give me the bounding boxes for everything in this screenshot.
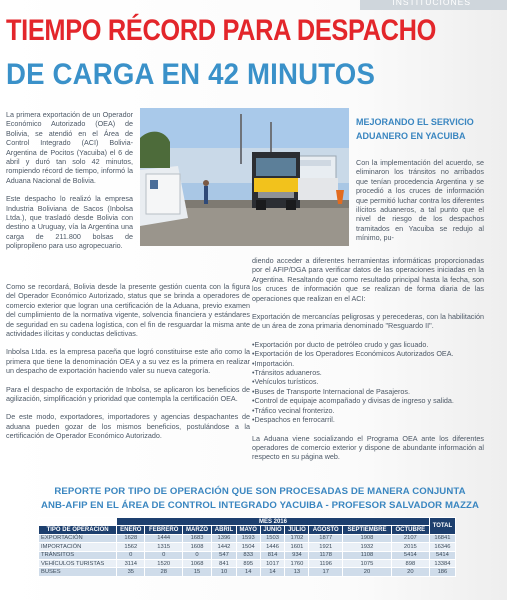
row-label: VEHÍCULOS TURISTAS bbox=[39, 559, 117, 567]
table-type-header: TIPO DE OPERACIÓN bbox=[39, 526, 117, 534]
list-item: • Exportación por ducto de petróleo crudo y gas licuado. bbox=[252, 340, 484, 349]
intro-paragraph-1: La primera exportación de un Operador Económico Autorizado (OEA) de Bolivia, se atendió en el Área de Control Integrado (ACI) Bolivia-Argentina de Pocitos (Yacuiba) el 6 de abril y duró tan solo 42 minutos, rompiendo récord de tiempo, informó la Aduana Nacional de Bolivia. bbox=[6, 110, 133, 185]
headline-line-2: DE CARGA EN 42 MINUTOS bbox=[6, 58, 376, 91]
row-label: IMPORTACIÓN bbox=[39, 543, 117, 551]
sidebar-column-top bbox=[356, 158, 484, 252]
table-month-header: SEPTIEMBRE bbox=[343, 526, 392, 534]
table-cell: 1503 bbox=[260, 534, 285, 542]
table-cell: 1702 bbox=[285, 534, 309, 542]
table-cell: 547 bbox=[212, 551, 237, 559]
sidebar-column-bottom bbox=[252, 256, 484, 471]
table-month-header: JULIO bbox=[285, 526, 309, 534]
table-cell: 934 bbox=[285, 551, 309, 559]
table-cell: 1196 bbox=[309, 559, 343, 567]
row-label: TRÁNSITOS bbox=[39, 551, 117, 559]
sidebar-paragraph-1: Con la implementación del acuerdo, se eliminaron los tránsitos no arribados que tenían procedencia Argentina y se procedió a los cruces de información que permitió luchar contra los diferentes ilícitos aduaneros, a tal punto que el nivel de riesgo de los despachos tramitados en Yacuiba se redujo al mínimo, pu- bbox=[356, 158, 484, 243]
truck-photo-illustration bbox=[140, 108, 349, 246]
table-cell: 1921 bbox=[309, 543, 343, 551]
sidebar-title: MEJORANDO EL SERVICIO ADUANERO EN YACUIBA bbox=[356, 117, 474, 141]
row-total: 13384 bbox=[429, 559, 455, 567]
row-total: 186 bbox=[429, 568, 455, 576]
table-cell: 1315 bbox=[145, 543, 183, 551]
table-month-header: OCTUBRE bbox=[391, 526, 429, 534]
table-cell: 1446 bbox=[260, 543, 285, 551]
table-cell: 20 bbox=[391, 568, 429, 576]
table-row bbox=[39, 559, 456, 567]
table-cell: 5414 bbox=[391, 551, 429, 559]
table-cell: 35 bbox=[117, 568, 145, 576]
table-cell: 814 bbox=[260, 551, 285, 559]
section-label: INSTITUCIONES bbox=[392, 0, 471, 7]
operations-list bbox=[252, 340, 484, 425]
table-cell: 14 bbox=[260, 568, 285, 576]
table-month-header: AGOSTO bbox=[309, 526, 343, 534]
table-cell: 1628 bbox=[117, 534, 145, 542]
table-row bbox=[39, 543, 456, 551]
list-item: • Buses de Transporte Internacional de Pasajeros. bbox=[252, 387, 484, 396]
row-label: EXPORTACIÓN bbox=[39, 534, 117, 542]
table-title-line-1: REPORTE POR TIPO DE OPERACIÓN QUE SON PROCESADAS DE MANERA CONJUNTA bbox=[54, 486, 466, 497]
table-cell: 17 bbox=[309, 568, 343, 576]
table-cell: 0 bbox=[183, 551, 212, 559]
table-cell: 898 bbox=[391, 559, 429, 567]
table-cell: 20 bbox=[343, 568, 392, 576]
truck-photo bbox=[140, 108, 349, 246]
table-month-header: MARZO bbox=[183, 526, 212, 534]
table-cell: 3114 bbox=[117, 559, 145, 567]
table-cell: 1068 bbox=[183, 559, 212, 567]
table-cell: 2015 bbox=[391, 543, 429, 551]
sidebar-paragraph-4: La Aduana viene socializando el Programa OEA ante los diferentes operadores de comercio exterior y dispone de abundante información al respecto en su página web. bbox=[252, 433, 484, 462]
table-cell: 1444 bbox=[145, 534, 183, 542]
body-paragraph-2: Inbolsa Ltda. es la empresa paceña que logró constituirse este año como la primera que tiene la denominación OEA y a su vez es la primera en realizar un despacho de exportación haciendo valer su nueva categoría. bbox=[6, 347, 250, 376]
list-item: • Tránsitos aduaneros. bbox=[252, 368, 484, 377]
table-month-header: FEBRERO bbox=[145, 526, 183, 534]
list-item: • Vehículos turísticos. bbox=[252, 377, 484, 386]
table-cell: 10 bbox=[212, 568, 237, 576]
row-total: 16346 bbox=[429, 543, 455, 551]
table-cell: 13 bbox=[285, 568, 309, 576]
list-item: • Importación. bbox=[252, 359, 484, 368]
table-cell: 15 bbox=[183, 568, 212, 576]
table-corner-cell bbox=[39, 518, 117, 526]
table-cell: 0 bbox=[117, 551, 145, 559]
sidebar-paragraph-3: Exportación de mercancías peligrosas y perecederas, con la habilitación de un área de zona primaria denominado "Resguardo II". bbox=[252, 312, 484, 331]
table-cell: 1760 bbox=[285, 559, 309, 567]
table-cell: 1593 bbox=[236, 534, 260, 542]
table-row bbox=[39, 568, 456, 576]
table-cell: 1075 bbox=[343, 559, 392, 567]
body-paragraph-3: Para el despacho de exportación de Inbolsa, se aplicaron los beneficios de agilización, simplificación y prioridad que contempla la certificación OEA. bbox=[6, 384, 250, 404]
table-cell: 833 bbox=[236, 551, 260, 559]
table-cell: 1017 bbox=[260, 559, 285, 567]
table-month-header: ABRIL bbox=[212, 526, 237, 534]
table-cell: 1877 bbox=[309, 534, 343, 542]
table-cell: 2107 bbox=[391, 534, 429, 542]
table-cell: 1396 bbox=[212, 534, 237, 542]
table-cell: 1932 bbox=[343, 543, 392, 551]
table-cell: 895 bbox=[236, 559, 260, 567]
list-item: • Despachos en ferrocarril. bbox=[252, 415, 484, 424]
table-cell: 1683 bbox=[183, 534, 212, 542]
table-cell: 1608 bbox=[183, 543, 212, 551]
table-cell: 0 bbox=[145, 551, 183, 559]
table-cell: 14 bbox=[236, 568, 260, 576]
table-cell: 841 bbox=[212, 559, 237, 567]
table-cell: 1504 bbox=[236, 543, 260, 551]
table-cell: 1601 bbox=[285, 543, 309, 551]
row-label: BUSES bbox=[39, 568, 117, 576]
list-item: • Exportación de los Operadores Económicos Autorizados OEA. bbox=[252, 349, 484, 358]
list-item: • Control de equipaje acompañado y divisas de ingreso y salida. bbox=[252, 396, 484, 405]
body-column bbox=[6, 282, 250, 450]
intro-column bbox=[6, 110, 133, 260]
table-month-header: MAYO bbox=[236, 526, 260, 534]
operations-report-table bbox=[38, 517, 456, 577]
table-cell: 1908 bbox=[343, 534, 392, 542]
body-paragraph-1: Como se recordará, Bolivia desde la presente gestión cuenta con la figura del Operador Económico Autorizado, status que se brinda a operadores de comercio exterior que logran una certificación de la Aduana, previo examen del cumplimiento de la normativa vigente, solvencia financiera y estándares de seguridad en su cadena logística, con el fin de resguardar la misma ante actividades ilícitas y conductas delictivas. bbox=[6, 282, 250, 339]
row-total: 16841 bbox=[429, 534, 455, 542]
table-month-header: JUNIO bbox=[260, 526, 285, 534]
table-row bbox=[39, 551, 456, 559]
table-cell: 28 bbox=[145, 568, 183, 576]
list-item: • Tráfico vecinal fronterizo. bbox=[252, 406, 484, 415]
row-total: 5414 bbox=[429, 551, 455, 559]
table-row bbox=[39, 534, 456, 542]
sidebar-paragraph-2: diendo acceder a diferentes herramientas informáticas proporcionadas por el AFIP/DGA para verificar datos de las operaciones iniciadas en la Argentina. Resaltando que como resultado principal hasta la fecha, son los cruces de información que se realizan de forma diaria de las operaciones que realizan en el ACI: bbox=[252, 256, 484, 303]
table-cell: 1108 bbox=[343, 551, 392, 559]
body-paragraph-4: De este modo, exportadores, importadores y agencias despachantes de aduana pueden gozar de los mismos beneficios, postulándose a la certificación de Operador Económico Autorizado. bbox=[6, 412, 250, 441]
table-cell: 1178 bbox=[309, 551, 343, 559]
table-month-header: ENERO bbox=[117, 526, 145, 534]
table-total-header: TOTAL bbox=[429, 518, 455, 535]
table-title bbox=[30, 485, 490, 512]
table-cell: 1442 bbox=[212, 543, 237, 551]
table-group-header: MES 2016 bbox=[117, 518, 430, 526]
table-title-line-2: ANB-AFIP EN EL ÁREA DE CONTROL INTEGRADO YACUIBA - PROFESOR SALVADOR MAZZA bbox=[40, 499, 480, 511]
headline-line-1: TIEMPO RÉCORD PARA DESPACHO bbox=[6, 14, 437, 47]
table-cell: 1562 bbox=[117, 543, 145, 551]
table-cell: 1520 bbox=[145, 559, 183, 567]
intro-paragraph-2: Este despacho lo realizó la empresa Industria Boliviana de Sacos (Inbolsa Ltda.), que trasladó desde Bolivia con destino a Uruguay, vía la Argentina una carga de 211.800 bolsas de polipropileno para uso agropecuario. bbox=[6, 194, 133, 251]
